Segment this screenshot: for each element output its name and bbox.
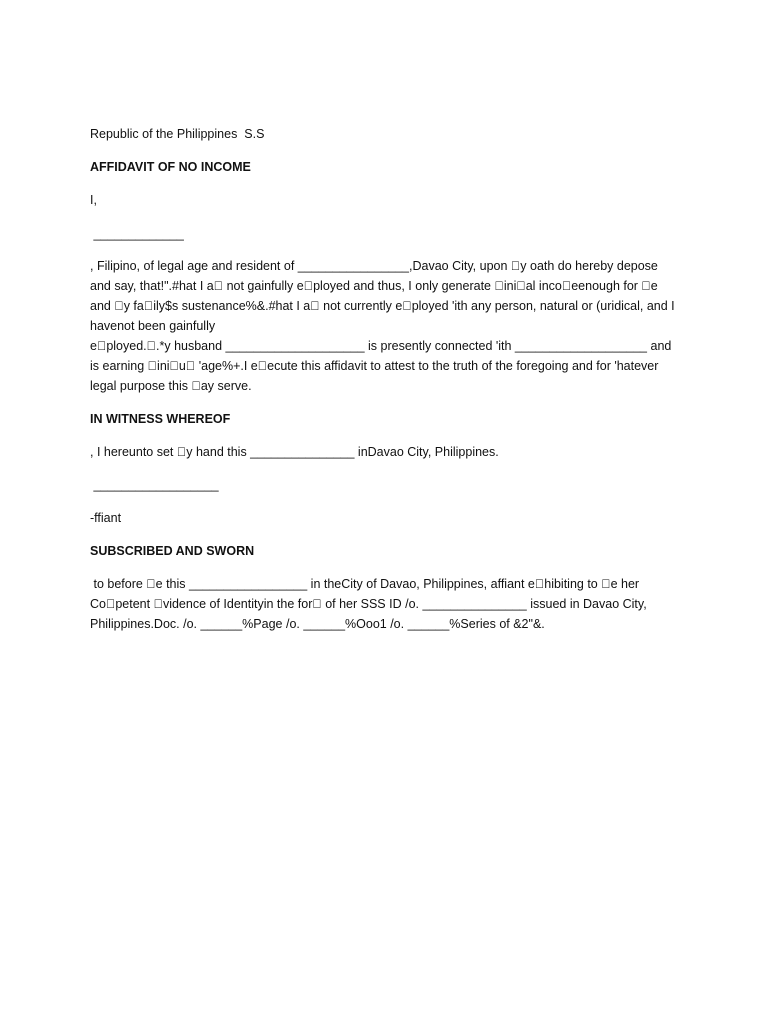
opening-line: I, bbox=[90, 193, 97, 207]
body-line-1: , Filipino, of legal age and resident of ________________,Davao City, upon  y oath do hereby depose bbox=[90, 259, 658, 273]
body-line-2: and say, that!".#hat I a  not gainfully e ployed and thus, I only generate  ini al inco eenough for  e bbox=[90, 279, 658, 293]
body-line-7: legal purpose this  ay serve. bbox=[90, 379, 252, 393]
document-title: AFFIDAVIT OF NO INCOME bbox=[90, 160, 251, 174]
signature-blank: __________________ bbox=[90, 478, 219, 492]
body-line-3: and  y fa ily$s sustenance%&.#hat I a  not currently e ployed 'ith any person, natural or (uridical, and I bbox=[90, 299, 675, 313]
body-line-6: is earning  ini u  'age%+.I e ecute this affidavit to attest to the truth of the foregoing and for 'hatever bbox=[90, 359, 659, 373]
subscribed-line-3: Philippines.Doc. /o. ______%Page /o. ______%Ooo1 /o. ______%Series of &2"&. bbox=[90, 617, 545, 631]
body-line-4: havenot been gainfully bbox=[90, 319, 216, 333]
witness-heading: IN WITNESS WHEREOF bbox=[90, 412, 231, 426]
subscribed-line-2: Co petent  vidence of Identityin the for  of her SSS ID /o. _______________ issued in Davao City, bbox=[90, 597, 647, 611]
header-line: Republic of the Philippines S.S bbox=[90, 127, 265, 141]
subscribed-heading: SUBSCRIBED AND SWORN bbox=[90, 544, 255, 558]
affiant-label: -ffiant bbox=[90, 511, 122, 525]
name-blank: _____________ bbox=[90, 227, 184, 241]
body-line-5: e ployed. .*y husband ____________________ is presently connected 'ith ___________________ and bbox=[90, 339, 672, 353]
subscribed-line-1: to before  e this _________________ in theCity of Davao, Philippines, affiant e hibiting to  e her bbox=[90, 577, 640, 591]
witness-line: , I hereunto set  y hand this _______________ inDavao City, Philippines. bbox=[90, 445, 499, 459]
